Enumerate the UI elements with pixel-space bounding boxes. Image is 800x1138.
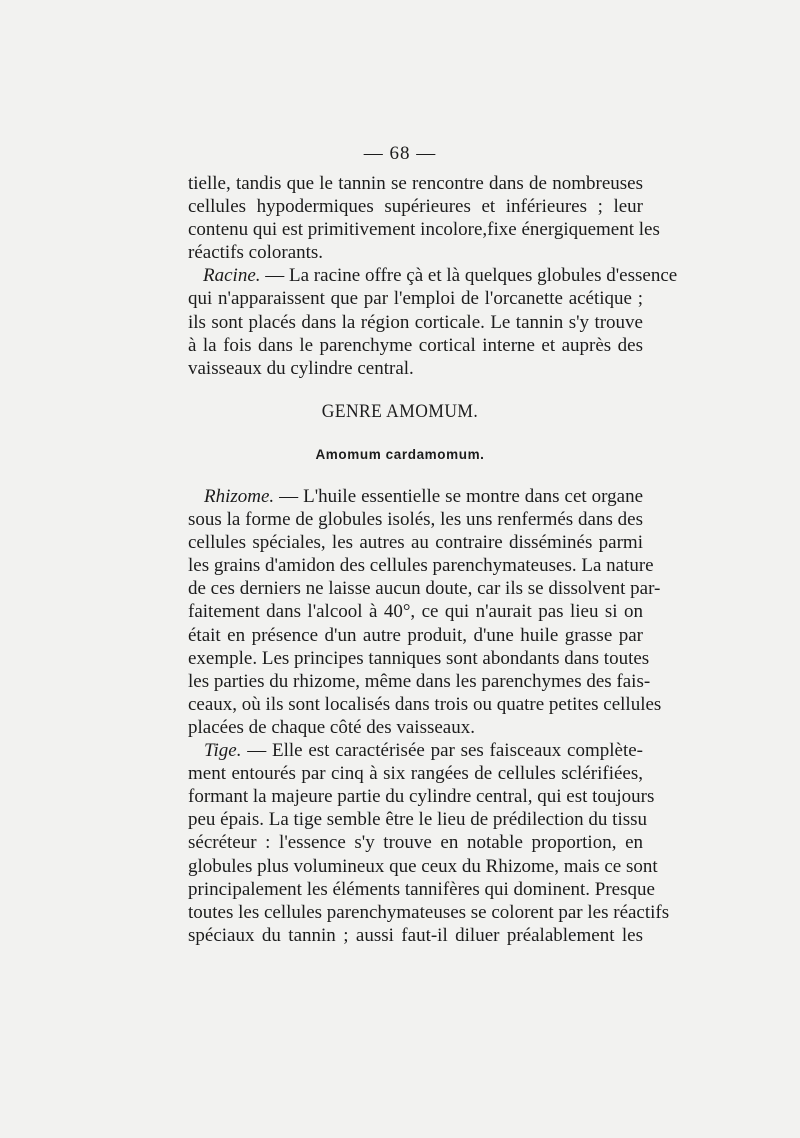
text-line: cellules spéciales, les autres au contraire disséminés parmi [188, 532, 643, 554]
species-heading: Amomum cardamomum. [315, 447, 485, 462]
racine-label: Racine. [203, 265, 261, 287]
rhizome-text: — L'huile essentielle se montre dans cet organe [274, 486, 643, 507]
text-line: globules plus volumineux que ceux du Rhizome, mais ce sont [188, 855, 658, 877]
tige-first-line [188, 739, 643, 762]
text-line: placées de chaque côté des vaisseaux. [188, 716, 475, 738]
text-line: faitement dans l'alcool à 40°, ce qui n'aurait pas lieu si on [188, 601, 643, 623]
racine-first-line [188, 264, 678, 287]
racine-text: — La racine offre çà et là quelques globules d'essence [260, 265, 678, 287]
text-line: vaisseaux du cylindre central. [188, 357, 414, 379]
text-line: principalement les éléments tannifères qui dominent. Presque [188, 878, 655, 900]
text-line: qui n'apparaissent que par l'emploi de l'orcanette acétique ; [188, 288, 643, 310]
text-line: ils sont placés dans la région corticale. Le tannin s'y trouve [188, 311, 643, 333]
text-line: toutes les cellules parenchymateuses se colorent par les réactifs [188, 901, 670, 923]
text-line: contenu qui est primitivement incolore,fixe énergiquement les [188, 219, 660, 241]
rhizome-first-line [188, 485, 643, 508]
text-line: spéciaux du tannin ; aussi faut-il diluer préalablement les [188, 924, 643, 946]
text-block-lower [188, 485, 670, 947]
text-line: sous la forme de globules isolés, les uns renfermés dans des [188, 509, 643, 531]
page-number: — 68 — [363, 143, 437, 164]
text-line: réactifs colorants. [188, 242, 324, 264]
text-line: les parties du rhizome, même dans les parenchymes des fais- [188, 670, 651, 692]
text-line: peu épais. La tige semble être le lieu de prédilection du tissu [188, 809, 648, 831]
text-line: exemple. Les principes tanniques sont abondants dans toutes [188, 647, 650, 669]
text-line: était en présence d'un autre produit, d'une huile grasse par [188, 624, 643, 646]
text-line: ment entourés par cinq à six rangées de cellules sclérifiées, [188, 763, 643, 785]
text-line: à la fois dans le parenchyme cortical interne et auprès des [188, 334, 643, 356]
rhizome-label: Rhizome. [204, 486, 275, 507]
text-line: de ces derniers ne laisse aucun doute, car ils se dissolvent par- [188, 578, 661, 600]
text-line: tielle, tandis que le tannin se rencontre dans de nombreuses [188, 173, 643, 194]
text-line: sécréteur : l'essence s'y trouve en notable proportion, en [188, 832, 643, 854]
text-line: les grains d'amidon des cellules parenchymateuses. La nature [188, 555, 654, 577]
tige-label: Tige. [204, 740, 242, 762]
text-line: ceaux, où ils sont localisés dans trois ou quatre petites cellules [188, 693, 662, 715]
text-block-upper [188, 172, 678, 380]
text-line: formant la majeure partie du cylindre central, qui est toujours [188, 786, 655, 808]
text-line: cellules hypodermiques supérieures et inférieures ; leur [188, 196, 643, 218]
genre-heading: GENRE AMOMUM. [321, 401, 479, 422]
tige-text: — Elle est caractérisée par ses faisceaux complète- [241, 740, 643, 762]
